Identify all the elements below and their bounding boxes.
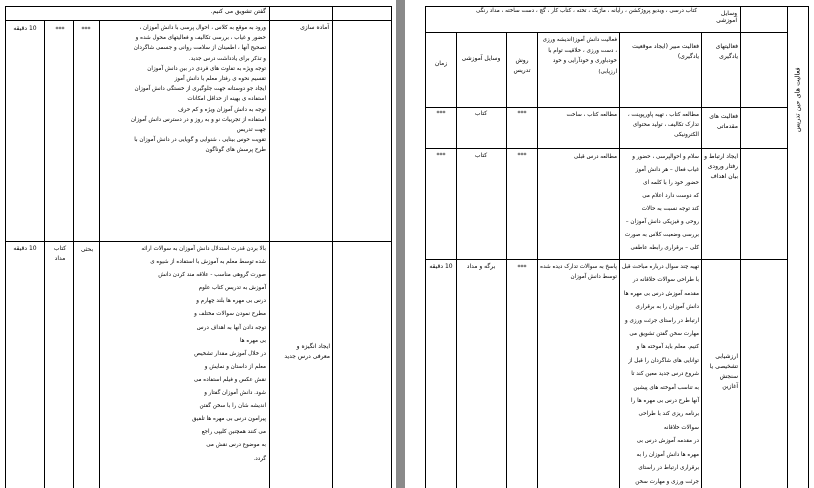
side-label: فعالیت های حین تدریس — [793, 67, 802, 133]
left-page — [0, 0, 396, 488]
r2-student: مطالعه درس قبلی — [573, 154, 617, 160]
text-line: حضور خود را با کلمه ای — [643, 180, 699, 186]
text-line: مهارت سخن گفتن تشویق می — [629, 331, 699, 338]
text-line: توجه ویژه به تفاوت های فردی در بین دانش آموزان — [147, 65, 266, 72]
text-line: برقراری ارتباط در راستای — [638, 465, 699, 472]
row2-material: کتاب مداد — [53, 245, 67, 262]
text-line: برنامه ریزی کند با طراحی سوالات خلاقانه — [638, 411, 699, 431]
header-time: زمان — [434, 60, 448, 67]
header-activities: فعالیتهای یادگیری — [715, 43, 738, 60]
text-line: توجه به دانش آموزان ویژه و کم حرف — [177, 106, 266, 113]
r1-method: *** — [517, 110, 527, 117]
text-line: استفاده از تجربیات نو و به روز و در دسترس دانش آموزان — [130, 116, 266, 123]
right-page — [405, 0, 814, 488]
r1-material: کتاب — [474, 110, 488, 117]
text-line: توانایی های شاگردان را قبل از — [628, 357, 699, 364]
text-line: سلام و احوالپرسی ، حضور و — [632, 154, 699, 160]
text-line: و تذکر برای یادداشت درس جدید. — [188, 55, 266, 62]
text-line: شده توسط معلم به آموزش با استفاده از شیوه ی — [150, 259, 266, 266]
text-line: تقسیم نحوه ی رفتار معلم با دانش آموز — [174, 76, 266, 83]
row1-process — [103, 23, 266, 156]
header-teacher: فعالیت مبیر (ایجاد موقعیت یادگیری) — [632, 43, 699, 60]
text-line: به موضوع درس نقش می — [206, 442, 266, 449]
row2-activity: ایجاد انگیزه و معرفی درس جدید — [284, 343, 330, 360]
text-line: درس بی مهره ها بلند چهارم و — [196, 298, 266, 305]
text-line: بالا بردن قدرت استدلال دانش آموزان به سوالات ارائه — [141, 246, 266, 252]
text-line: دانش آموزان را به برقراری — [635, 304, 699, 311]
text-line: کند توجه نسبت به حالات — [641, 206, 699, 212]
text-line: ایجاد جو دوستانه جهت جلوگیری از خستگی دانش آموزان — [134, 86, 266, 93]
text-line: کلی – برقراری رابطه عاطفی — [630, 245, 699, 251]
row1-activity: آماده سازی — [300, 24, 329, 31]
r3-material: برگه و مداد — [466, 263, 496, 270]
text-line: در مقدمه آموزش درس بی — [636, 438, 699, 445]
r1-student: مطالعه کتاب ، ساخت — [566, 112, 617, 118]
text-line: کنیم. معلم باید آموخته ها و — [636, 344, 699, 351]
text-line: اندیشه شان را با سخن گفتن — [199, 403, 266, 410]
text-line: مهره ها دانش آموزان را به — [636, 451, 699, 458]
top-material-list: کتاب درسی ، ویدیو پروژکشن ، رایانه ، ماژیک ، تخته ، کتاب کار ، گچ ، دست ساخته ، مداد رنگی — [476, 8, 697, 14]
r3-student: پاسخ به سوالات تدارک دیده شده توسط دانش آموزان — [540, 264, 617, 280]
top-row-text: گفتن تشویق می کنیم. — [210, 8, 266, 15]
text-line: صورت گروهی مناسب - علاقه مند کردن دانش — [158, 272, 266, 279]
text-line: طرح پرسش های گوناگون — [205, 147, 266, 154]
text-line: حضور و غیاب ، بررسی تکالیف و فعالیتهای محول شده و — [135, 35, 266, 42]
text-line: تهیه چند سوال درباره مباحث قبل — [621, 264, 699, 270]
r1-activity: فعالیت های مقدماتی — [709, 113, 738, 130]
row2-process — [103, 243, 266, 466]
page-gutter — [396, 0, 405, 488]
text-line: تقویت حوس بینایی ، شنوایی و گویایی در دانش آموزان با — [134, 137, 266, 144]
header-material: وسایل آموزشی — [461, 55, 501, 62]
row2-method: بحثی — [80, 246, 94, 253]
text-line: بررسی وضعیت کلاس به صورت — [624, 232, 699, 238]
text-line: شود. دانش آموزان گفتار و — [204, 390, 266, 397]
r2-teacher — [622, 151, 699, 255]
text-line: به تناسب آموخته های پیشین — [633, 384, 699, 391]
text-line: توجه دادن آنها به اهداف درس — [196, 324, 266, 331]
text-line: مقدمه آموزش درس بی مهره ها — [623, 290, 699, 297]
row1-time: 10 دقیقه — [13, 25, 37, 32]
text-line: آموزش به تدریس کتاب علوم — [198, 285, 266, 292]
text-line: نقش عکس و فیلم استفاده می — [193, 376, 266, 383]
r3-activity: ارزشیابی تشخیصی یا سنجش آغازین — [709, 353, 738, 390]
row1-stars-a: *** — [55, 26, 65, 33]
r1-teacher: مطالعه کتاب ، تهیه پاورپوینت ، تدارک تکالیف ، تولید محتوای الکترونیکی — [627, 112, 699, 138]
text-line: که دوست دارد اعلام می — [642, 193, 699, 199]
r3-teacher — [622, 261, 699, 488]
text-line: بی مهره ها — [239, 337, 266, 344]
text-line: روحی و فیزیکی دانش آموزان – — [625, 219, 699, 225]
r2-activity: ایجاد ارتباط و رفتار ورودی بیان اهداف — [704, 153, 738, 180]
text-line: مطرح نمودن سوالات مختلف و — [194, 311, 266, 318]
text-line: آنها طرح درس بی مهره ها را — [631, 398, 699, 405]
text-line: ارتباط در راستای جرئت ورزی و — [625, 317, 699, 324]
text-line: جرئت ورزی و مهارت سخن — [635, 478, 699, 485]
r2-time: *** — [436, 152, 446, 159]
text-line: با طراحی سوالات خلاقانه در — [632, 277, 699, 284]
text-line: غیاب فعال – هر دانش آموز — [635, 167, 699, 173]
r1-time: *** — [436, 110, 446, 117]
row2-time: 10 دقیقه — [13, 245, 37, 252]
text-line: می کنند همچنین کلیپی راجع — [201, 429, 266, 436]
text-line: معلم از داستان و نمایش و — [204, 363, 266, 370]
row1-stars-b: *** — [81, 26, 91, 33]
top-material-label: وسایل آموزشی — [716, 10, 737, 24]
r2-method: *** — [517, 152, 527, 159]
text-line: در خلال آموزش مقدار تشخیص — [194, 350, 266, 357]
text-line: تصحیح آنها ، اطمینان از سلامت روانی و جسمی شاگردان — [133, 45, 266, 52]
text-line: استفاده ی بهینه از حداقل امکانات — [187, 96, 266, 103]
r3-method: *** — [517, 264, 527, 271]
text-line: پیرامون درس بی مهره ها تلفیق — [192, 416, 266, 423]
text-line: گردد. — [253, 455, 266, 462]
text-line: شروع درس جدید معین کند تا — [631, 371, 699, 378]
text-line: جهت تدریس — [236, 127, 266, 134]
header-method: روش تدریس — [513, 57, 531, 74]
header-student: فعالیت دانش آموز(اندیشه ورزی ، دست ورزی ، خلاقیت توام با خودباوری و خودآرایی و خود ارزیابی) — [542, 37, 617, 75]
text-line: ورود به موقع به کلاس ، احوال پرسی با دانش آموزان ، — [139, 25, 266, 31]
r3-time: 10 دقیقه — [429, 263, 453, 270]
r2-material: کتاب — [474, 152, 488, 159]
